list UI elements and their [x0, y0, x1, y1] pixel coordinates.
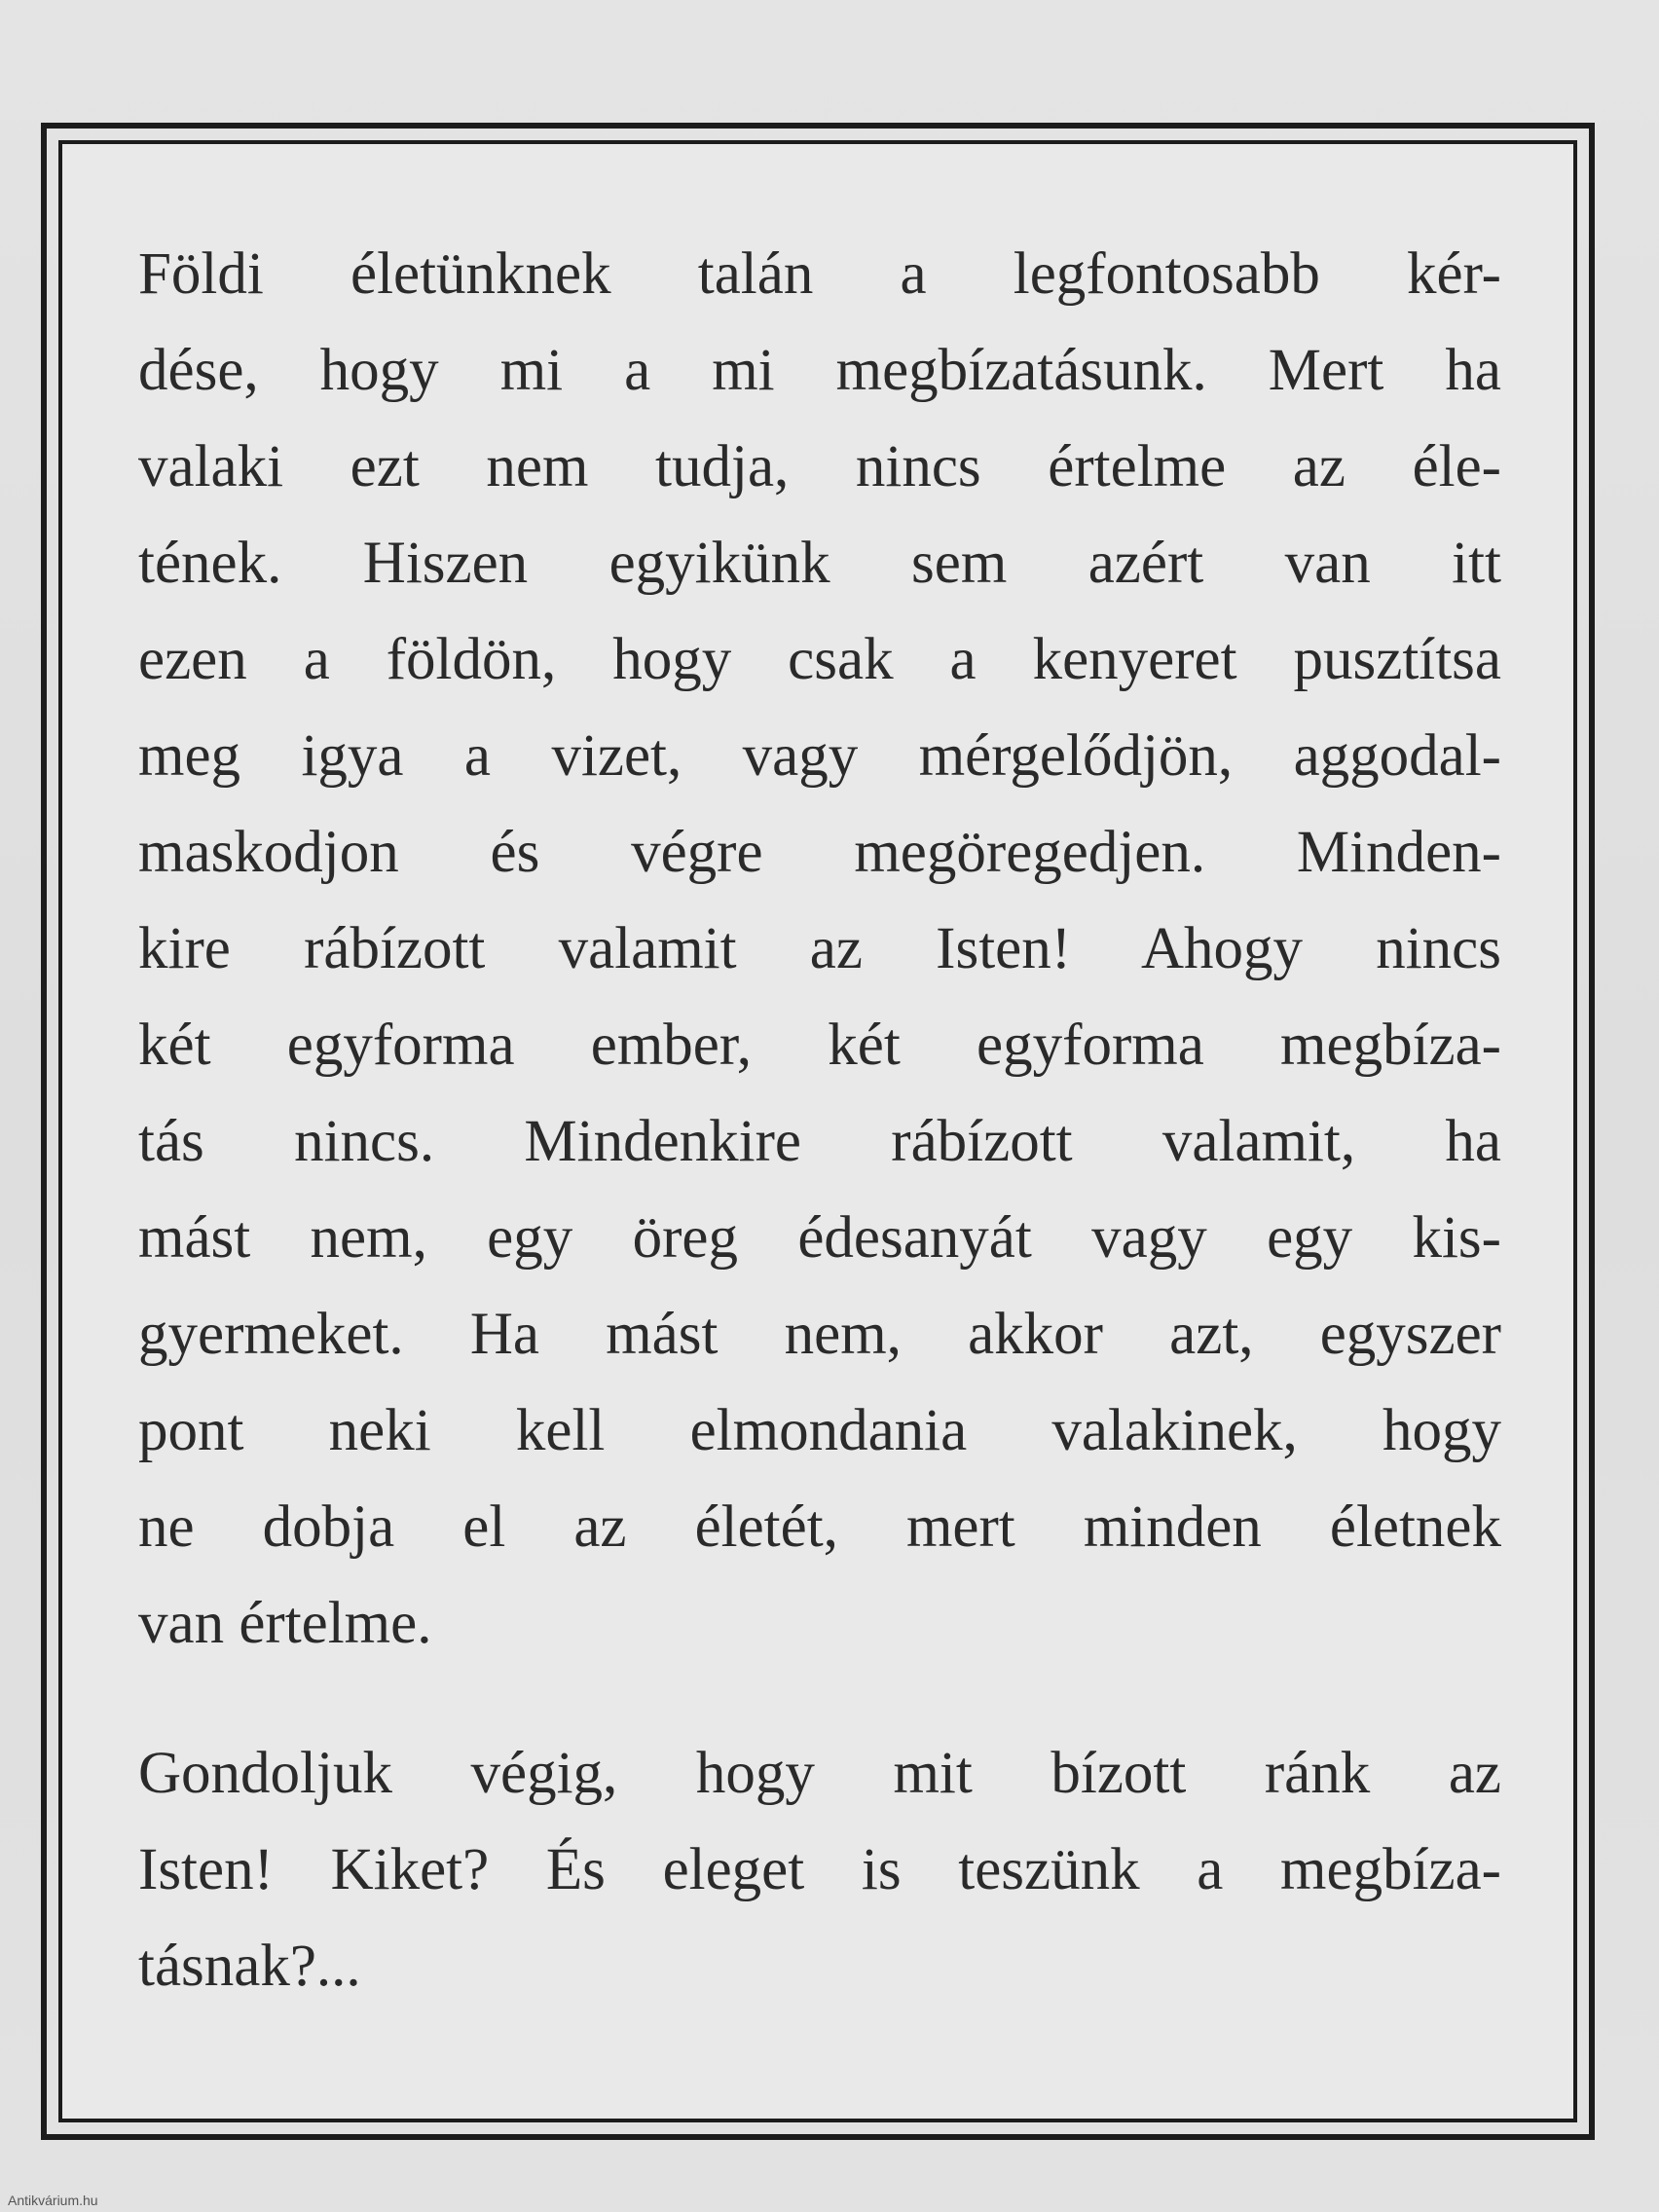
text-line: tás nincs. Mindenkire rábízott valamit, ha: [138, 1109, 1501, 1174]
text-line: van értelme.: [138, 1591, 432, 1656]
text-line: ezen a földön, hogy csak a kenyeret pusztítsa: [138, 627, 1501, 692]
text-line: Gondoljuk végig, hogy mit bízott ránk az: [138, 1741, 1501, 1806]
text-line: Földi életünknek talán a legfontosabb kér-: [138, 241, 1501, 307]
paragraph-2: [138, 1725, 1501, 2014]
text-line: gyermeket. Ha mást nem, akkor azt, egyszer: [138, 1302, 1501, 1367]
text-line: mást nem, egy öreg édesanyát vagy egy kis-: [138, 1205, 1501, 1271]
text-line: tének. Hiszen egyikünk sem azért van itt: [138, 531, 1501, 596]
text-block: [138, 226, 1501, 2014]
text-line: tásnak?...: [138, 1934, 361, 1999]
watermark: Antikvárium.hu: [8, 2193, 98, 2208]
text-line: két egyforma ember, két egyforma megbíza-: [138, 1013, 1501, 1078]
text-line: ne dobja el az életét, mert minden életnek: [138, 1494, 1501, 1560]
text-line: kire rábízott valamit az Isten! Ahogy nincs: [138, 916, 1501, 981]
text-line: maskodjon és végre megöregedjen. Minden-: [138, 820, 1501, 885]
text-line: dése, hogy mi a mi megbízatásunk. Mert ha: [138, 338, 1501, 403]
text-line: meg igya a vizet, vagy mérgelődjön, aggodal-: [138, 723, 1501, 789]
text-line: Isten! Kiket? És eleget is teszünk a megbíza-: [138, 1837, 1501, 1902]
text-line: valaki ezt nem tudja, nincs értelme az éle-: [138, 434, 1501, 499]
text-line: pont neki kell elmondania valakinek, hogy: [138, 1398, 1501, 1463]
paragraph-1: [138, 226, 1501, 1672]
